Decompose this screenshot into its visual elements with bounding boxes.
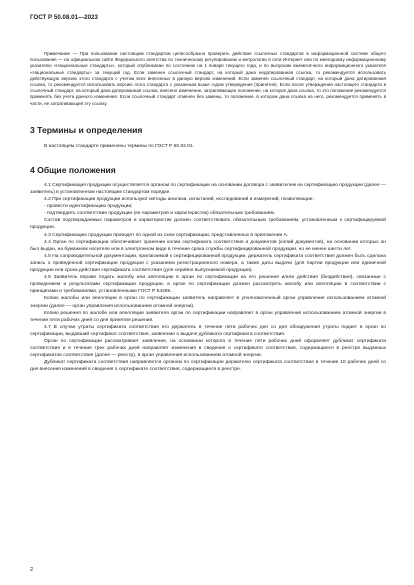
- paragraph-4-7: 4.7 В случае утраты сертификата соответствия его держатель в течение пяти рабочих дня со дня обнаружения утраты подает в орган по сертификации, выдавший сертификат соответствия, заявление о выдаче дубликата сертификата соответствия.: [30, 324, 386, 337]
- paragraph-decision-copy: Копию решения по жалобе или апелляции заявителя орган по сертификации направляет в орган управления использованием атомной энергии в течение пяти рабочих дней со дня принятия решения.: [30, 310, 386, 323]
- paragraph-duplicate-delivery: Дубликат сертификата соответствия направляется органом по сертификации держателю сертификата соответствия в течение 10 рабочих дней со дня внесения изменений в сведения о сертификате соответствия, содержащиеся в реестре.: [30, 360, 386, 373]
- paragraph-4-4: 4.4 Орган по сертификации обеспечивает хранение копии сертификата соответствия и документов (копий документов), на основании которых он был выдан, на бумажном носителе или в электронном виде в течение срока службы сертифицированной продукции, но не менее шести лет.: [30, 239, 386, 252]
- section-4-body: [30, 182, 386, 374]
- list-item-conformity: - подтвердить соответствие продукции (ее параметров и характеристик) обязательным требованиям.: [44, 211, 276, 217]
- paragraph-duplicate-processing: Орган по сертификации рассматривает заявление, на основании которого в течение пяти рабочих дней оформляет дубликат сертификата соответствия и в течение трех рабочих дней направляет изменения в сведения о сертификате соответствия, содержащиеся в реестре выданных сертификатов соответствия (далее — реестр), в орган управления использованием атомной энергии.: [30, 338, 386, 359]
- paragraph-4-2: 4.2 При сертификации продукции используют методы анализа, испытаний, исследований и измерений, позволяющие:: [44, 197, 314, 203]
- page-number: 2: [30, 567, 34, 573]
- document-id: ГОСТ Р 50.08.01—2023: [30, 14, 98, 21]
- paragraph-composition: Состав подтверждаемых параметров и характеристик должен соответствовать обязательным требованиям, установленным к сертифицируемой продукции.: [30, 218, 386, 231]
- list-item-identification: - провести идентификацию продукции;: [44, 204, 133, 210]
- section-4-heading: 4 Общие положения: [30, 164, 116, 175]
- paragraph-4-3: 4.3 Сертификацию продукции проводят по одной из схем сертификации, представленных в приложении А.: [44, 232, 289, 238]
- section-3-heading: 3 Термины и определения: [30, 124, 143, 135]
- note-paragraph: Примечание — При пользовании настоящим стандартом целесообразно проверить действие ссылочных стандартов в информационной системе общего пользования — на официальном сайте Федерального агентства по техническому регулированию и метрологии в сети Интернет или по ежегодному информационному указателю «Национальные стандарты», который опубликован по состоянию на 1 января текущего года, и по выпускам ежемесячного информационного указателя «Национальные стандарты» за текущий год. Если заменен ссылочный стандарт, на который дана недатированная ссылка, то рекомендуется использовать действующую версию этого стандарта с учетом всех внесенных в данную версию изменений. Если заменен ссылочный стандарт, на который дана датированная ссылка, то рекомендуется использовать версию этого стандарта с указанным выше годом утверждения (принятия). Если после утверждения настоящего стандарта в ссылочный стандарт, на который дана датированная ссылка, внесено изменение, затрагивающее положение, на которое дана ссылка, то это положение рекомендуется применять без учета данного изменения. Если ссылочный стандарт отменен без замены, то положение, в котором дана ссылка на него, рекомендуется применять в части, не затрагивающей эту ссылку.: [30, 51, 386, 106]
- section-3-text: В настоящем стандарте применены термины по ГОСТ Р 50.02.01.: [44, 143, 195, 149]
- paragraph-4-6: 4.6 Заявитель вправе подать жалобу или апелляцию в орган по сертификации на его решения и/или действия (бездействия), связанные с проведением и результатами сертификации продукции, а орган по сертификации должен рассмотреть жалобу или апелляцию в соответствии с принципами и требованиями, установленными ГОСТ Р 54295.: [30, 275, 386, 295]
- paragraph-4-5: 4.5 На сопроводительной документации, прилагаемой к сертифицированной продукции, держатель сертификата соответствия должен быть сделана запись о проведенной сертификации продукции с указанием регистрационного номера, а также даты выдачи (для партии продукции или единичной продукции или срока действия сертификата соответствия (для серийно выпускаемой продукции).: [30, 253, 386, 274]
- paragraph-4-1: 4.1 Сертификация продукции осуществляется органом по сертификации на основании договора с заявителем на сертификацию продукции (далее — заявитель) в установленном настоящим стандартом порядке.: [30, 182, 386, 196]
- paragraph-complaint-copy: Копию жалобы или апелляции в орган по сертификации заявитель направляет в уполномоченный орган управления использованием атомной энергии (далее — орган управления использованием атомной энергии).: [30, 296, 386, 309]
